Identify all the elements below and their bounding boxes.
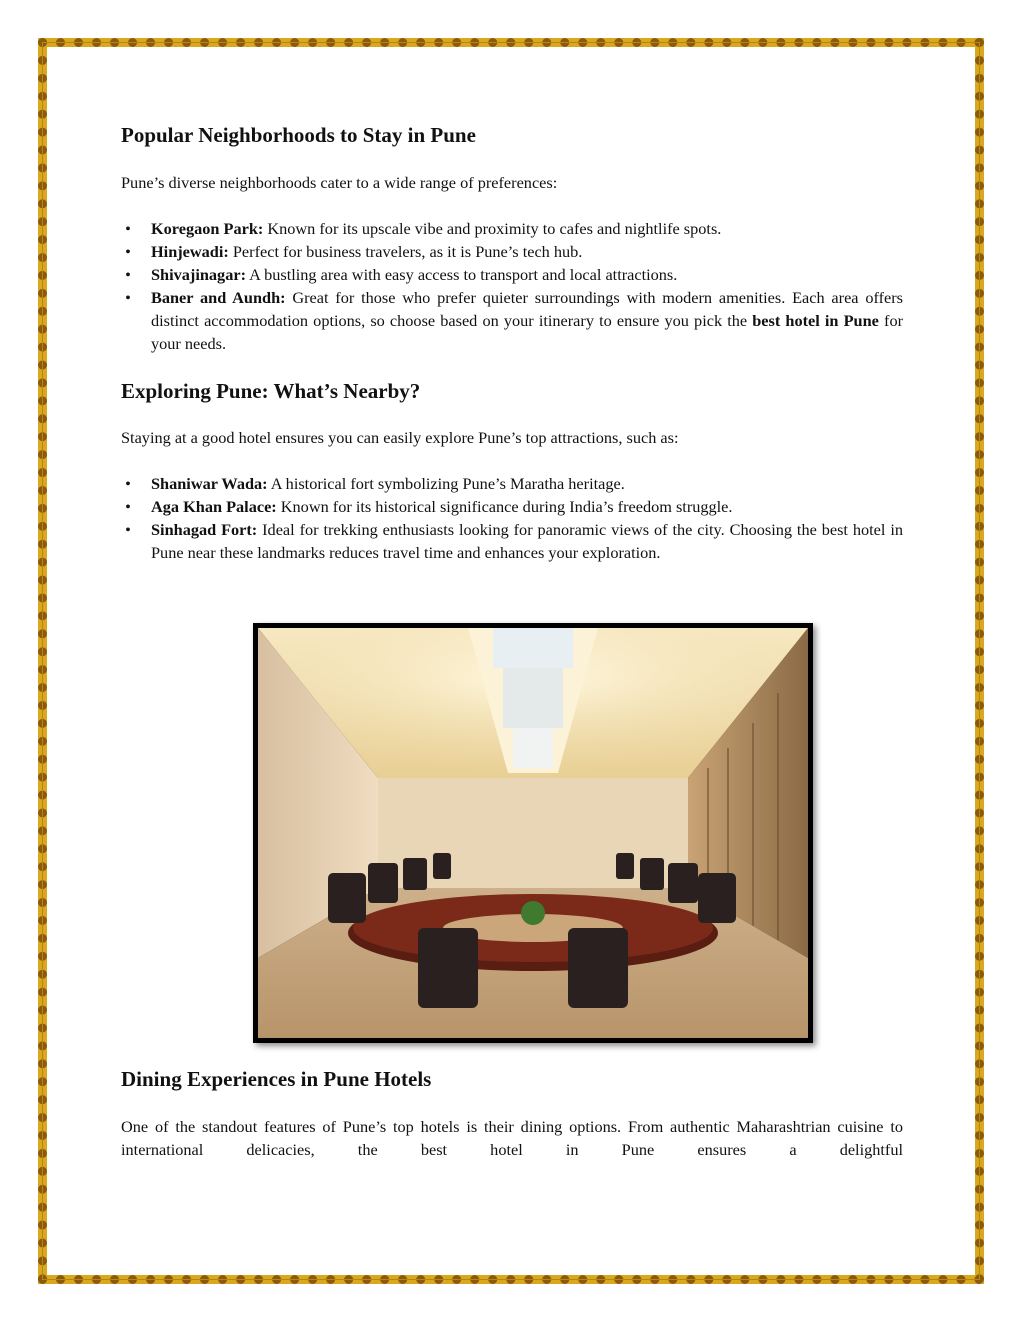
neighborhoods-list	[121, 217, 903, 355]
list-item-text: A historical fort symbolizing Pune’s Maratha heritage.	[267, 474, 625, 493]
bullet-icon: •	[125, 497, 131, 516]
conference-room-image	[258, 628, 808, 1038]
list-item-term: Shaniwar Wada:	[151, 474, 268, 493]
list-item-text: Perfect for business travelers, as it is Pune’s tech hub.	[228, 242, 583, 261]
list-item-term: Shivajinagar:	[151, 265, 246, 284]
list-item-term: Baner and Aundh:	[151, 288, 286, 307]
attractions-list	[121, 472, 903, 564]
list-item-bold-inline: best hotel in Pune	[752, 311, 879, 330]
dining-section	[121, 1066, 903, 1161]
bullet-icon: •	[125, 219, 131, 238]
bullet-icon: •	[125, 288, 131, 307]
list-item	[121, 263, 903, 286]
heading-dining: Dining Experiences in Pune Hotels	[121, 1067, 432, 1091]
document-body	[121, 122, 903, 564]
conference-room-photo	[253, 623, 813, 1043]
bullet-icon: •	[125, 520, 131, 539]
list-item-text: Known for its historical significance during India’s freedom struggle.	[276, 497, 733, 516]
bullet-icon: •	[125, 474, 131, 493]
heading-nearby: Exploring Pune: What’s Nearby?	[121, 379, 421, 403]
list-item-text: A bustling area with easy access to transport and local attractions.	[246, 265, 678, 284]
list-item-term: Koregaon Park:	[151, 219, 264, 238]
bullet-icon: •	[125, 242, 131, 261]
list-item-tail: for your needs.	[151, 311, 904, 353]
list-item	[121, 495, 903, 518]
dining-body: One of the standout features of Pune’s top hotels is their dining options. From authentic Maharashtrian cuisine to international delicacies, the best hotel in Pune ensures a delightful	[121, 1117, 903, 1159]
list-item	[121, 472, 903, 495]
list-item	[121, 518, 903, 564]
heading-neighborhoods: Popular Neighborhoods to Stay in Pune	[121, 123, 476, 147]
list-item	[121, 240, 903, 263]
bullet-icon: •	[125, 265, 131, 284]
list-item-text: Ideal for trekking enthusiasts looking for panoramic views of the city. Choosing the best hotel in Pune near these landmarks reduces travel time and enhances your exploration.	[151, 520, 903, 562]
list-item-term: Aga Khan Palace:	[151, 497, 277, 516]
list-item-text: Known for its upscale vibe and proximity to cafes and nightlife spots.	[263, 219, 722, 238]
list-item-term: Sinhagad Fort:	[151, 520, 258, 539]
list-item	[121, 217, 903, 240]
nearby-intro: Staying at a good hotel ensures you can easily explore Pune’s top attractions, such as:	[121, 428, 679, 447]
list-item-term: Hinjewadi:	[151, 242, 229, 261]
list-item-text: Great for those who prefer quieter surroundings with modern amenities. Each area offers distinct accommodation options, so choose based on your itinerary to ensure you pick the	[151, 288, 903, 330]
list-item	[121, 286, 903, 355]
neighborhoods-intro: Pune’s diverse neighborhoods cater to a wide range of preferences:	[121, 173, 558, 192]
